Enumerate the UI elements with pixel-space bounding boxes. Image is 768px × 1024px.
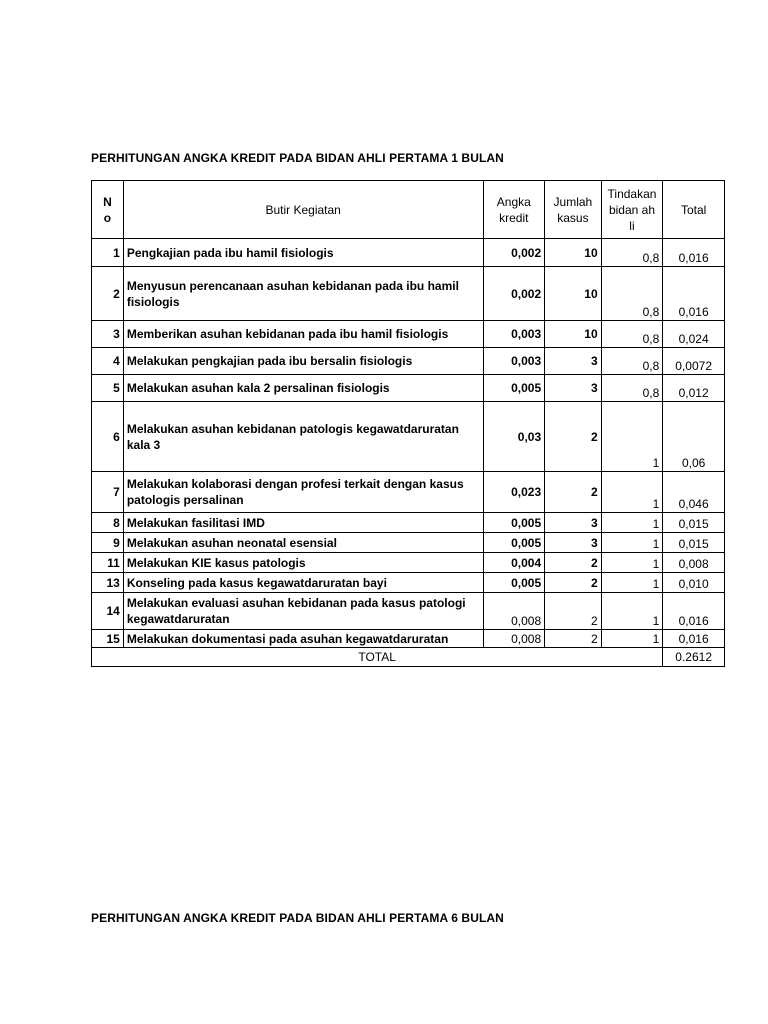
row-total: 0,016 bbox=[663, 267, 725, 321]
row-butir: Konseling pada kasus kegawatdaruratan bayi bbox=[123, 573, 483, 593]
row-tindakan: 1 bbox=[601, 533, 663, 553]
row-total: 0,016 bbox=[663, 630, 725, 648]
table-row bbox=[92, 267, 725, 321]
row-tindakan: 1 bbox=[601, 472, 663, 513]
row-jumlah-kasus: 2 bbox=[545, 553, 602, 573]
row-total: 0,024 bbox=[663, 321, 725, 348]
row-butir: Melakukan evaluasi asuhan kebidanan pada kasus patologi kegawatdaruratan bbox=[123, 593, 483, 630]
angka-kredit-table bbox=[91, 180, 725, 667]
header-butir: Butir Kegiatan bbox=[123, 181, 483, 239]
header-no-line2: o bbox=[103, 210, 112, 225]
row-butir: Melakukan fasilitasi IMD bbox=[123, 513, 483, 533]
row-angka-kredit: 0,002 bbox=[483, 239, 545, 267]
row-angka-kredit: 0,008 bbox=[483, 630, 545, 648]
table-row bbox=[92, 472, 725, 513]
row-butir: Melakukan asuhan kebidanan patologis kegawatdaruratan kala 3 bbox=[123, 402, 483, 472]
header-angka-line2: kredit bbox=[499, 210, 529, 225]
row-butir: Melakukan pengkajian pada ibu bersalin fisiologis bbox=[123, 348, 483, 375]
row-total: 0,012 bbox=[663, 375, 725, 402]
row-no: 6 bbox=[92, 402, 124, 472]
row-angka-kredit: 0,03 bbox=[483, 402, 545, 472]
row-no: 5 bbox=[92, 375, 124, 402]
row-jumlah-kasus: 3 bbox=[545, 348, 602, 375]
row-total: 0,0072 bbox=[663, 348, 725, 375]
row-butir: Melakukan asuhan kala 2 persalinan fisiologis bbox=[123, 375, 483, 402]
row-jumlah-kasus: 2 bbox=[545, 593, 602, 630]
table-row bbox=[92, 593, 725, 630]
row-butir: Pengkajian pada ibu hamil fisiologis bbox=[123, 239, 483, 267]
header-tindakan-line1: Tindakan bbox=[607, 186, 657, 201]
row-jumlah-kasus: 10 bbox=[545, 321, 602, 348]
header-tindakan bbox=[601, 181, 663, 239]
total-value: 0.2612 bbox=[663, 648, 725, 667]
row-tindakan: 0,8 bbox=[601, 239, 663, 267]
row-no: 15 bbox=[92, 630, 124, 648]
row-tindakan: 0,8 bbox=[601, 321, 663, 348]
row-jumlah-kasus: 10 bbox=[545, 267, 602, 321]
row-tindakan: 0,8 bbox=[601, 375, 663, 402]
row-butir: Melakukan kolaborasi dengan profesi terkait dengan kasus patologis persalinan bbox=[123, 472, 483, 513]
row-angka-kredit: 0,003 bbox=[483, 348, 545, 375]
header-row bbox=[92, 181, 725, 239]
row-no: 3 bbox=[92, 321, 124, 348]
row-no: 4 bbox=[92, 348, 124, 375]
row-no: 9 bbox=[92, 533, 124, 553]
row-jumlah-kasus: 3 bbox=[545, 513, 602, 533]
row-no: 14 bbox=[92, 593, 124, 630]
table-row bbox=[92, 533, 725, 553]
header-angka-kredit bbox=[483, 181, 545, 239]
table-title-1-bulan: PERHITUNGAN ANGKA KREDIT PADA BIDAN AHLI PERTAMA 1 BULAN bbox=[91, 151, 504, 165]
table-row bbox=[92, 402, 725, 472]
row-jumlah-kasus: 2 bbox=[545, 472, 602, 513]
header-tindakan-line3: li bbox=[629, 218, 635, 233]
row-angka-kredit: 0,002 bbox=[483, 267, 545, 321]
row-angka-kredit: 0,005 bbox=[483, 513, 545, 533]
row-jumlah-kasus: 10 bbox=[545, 239, 602, 267]
row-total: 0,06 bbox=[663, 402, 725, 472]
header-jumlah-line1: Jumlah bbox=[553, 194, 593, 209]
header-angka-line1: Angka bbox=[496, 194, 531, 209]
row-tindakan: 1 bbox=[601, 402, 663, 472]
row-total: 0,016 bbox=[663, 593, 725, 630]
row-no: 13 bbox=[92, 573, 124, 593]
row-butir: Melakukan KIE kasus patologis bbox=[123, 553, 483, 573]
table-title-6-bulan: PERHITUNGAN ANGKA KREDIT PADA BIDAN AHLI PERTAMA 6 BULAN bbox=[91, 911, 504, 925]
table-row bbox=[92, 513, 725, 533]
row-total: 0,010 bbox=[663, 573, 725, 593]
header-no bbox=[92, 181, 124, 239]
row-no: 11 bbox=[92, 553, 124, 573]
row-tindakan: 0,8 bbox=[601, 267, 663, 321]
row-jumlah-kasus: 2 bbox=[545, 630, 602, 648]
row-angka-kredit: 0,008 bbox=[483, 593, 545, 630]
row-butir: Memberikan asuhan kebidanan pada ibu hamil fisiologis bbox=[123, 321, 483, 348]
total-label: TOTAL bbox=[92, 648, 663, 667]
table-row bbox=[92, 239, 725, 267]
row-angka-kredit: 0,003 bbox=[483, 321, 545, 348]
row-angka-kredit: 0,004 bbox=[483, 553, 545, 573]
header-tindakan-line2: bidan ah bbox=[608, 202, 655, 217]
header-jumlah-kasus bbox=[545, 181, 602, 239]
total-row bbox=[92, 648, 725, 667]
row-butir: Melakukan dokumentasi pada asuhan kegawatdaruratan bbox=[123, 630, 483, 648]
row-jumlah-kasus: 3 bbox=[545, 533, 602, 553]
row-tindakan: 1 bbox=[601, 573, 663, 593]
row-angka-kredit: 0,005 bbox=[483, 573, 545, 593]
row-total: 0,016 bbox=[663, 239, 725, 267]
row-butir: Melakukan asuhan neonatal esensial bbox=[123, 533, 483, 553]
row-angka-kredit: 0,005 bbox=[483, 533, 545, 553]
row-jumlah-kasus: 2 bbox=[545, 573, 602, 593]
row-total: 0,015 bbox=[663, 533, 725, 553]
row-tindakan: 1 bbox=[601, 553, 663, 573]
row-total: 0,046 bbox=[663, 472, 725, 513]
table-row bbox=[92, 348, 725, 375]
table-row bbox=[92, 553, 725, 573]
row-angka-kredit: 0,023 bbox=[483, 472, 545, 513]
table-row bbox=[92, 321, 725, 348]
row-tindakan: 1 bbox=[601, 513, 663, 533]
header-no-line1: N bbox=[103, 194, 112, 209]
row-tindakan: 1 bbox=[601, 593, 663, 630]
row-butir: Menyusun perencanaan asuhan kebidanan pada ibu hamil fisiologis bbox=[123, 267, 483, 321]
table-row bbox=[92, 630, 725, 648]
row-no: 7 bbox=[92, 472, 124, 513]
row-total: 0,015 bbox=[663, 513, 725, 533]
row-angka-kredit: 0,005 bbox=[483, 375, 545, 402]
row-jumlah-kasus: 2 bbox=[545, 402, 602, 472]
row-tindakan: 1 bbox=[601, 630, 663, 648]
header-jumlah-line2: kasus bbox=[557, 210, 589, 225]
row-total: 0,008 bbox=[663, 553, 725, 573]
row-no: 1 bbox=[92, 239, 124, 267]
row-jumlah-kasus: 3 bbox=[545, 375, 602, 402]
header-total: Total bbox=[663, 181, 725, 239]
row-tindakan: 0,8 bbox=[601, 348, 663, 375]
row-no: 8 bbox=[92, 513, 124, 533]
row-no: 2 bbox=[92, 267, 124, 321]
table-row bbox=[92, 573, 725, 593]
table-row bbox=[92, 375, 725, 402]
